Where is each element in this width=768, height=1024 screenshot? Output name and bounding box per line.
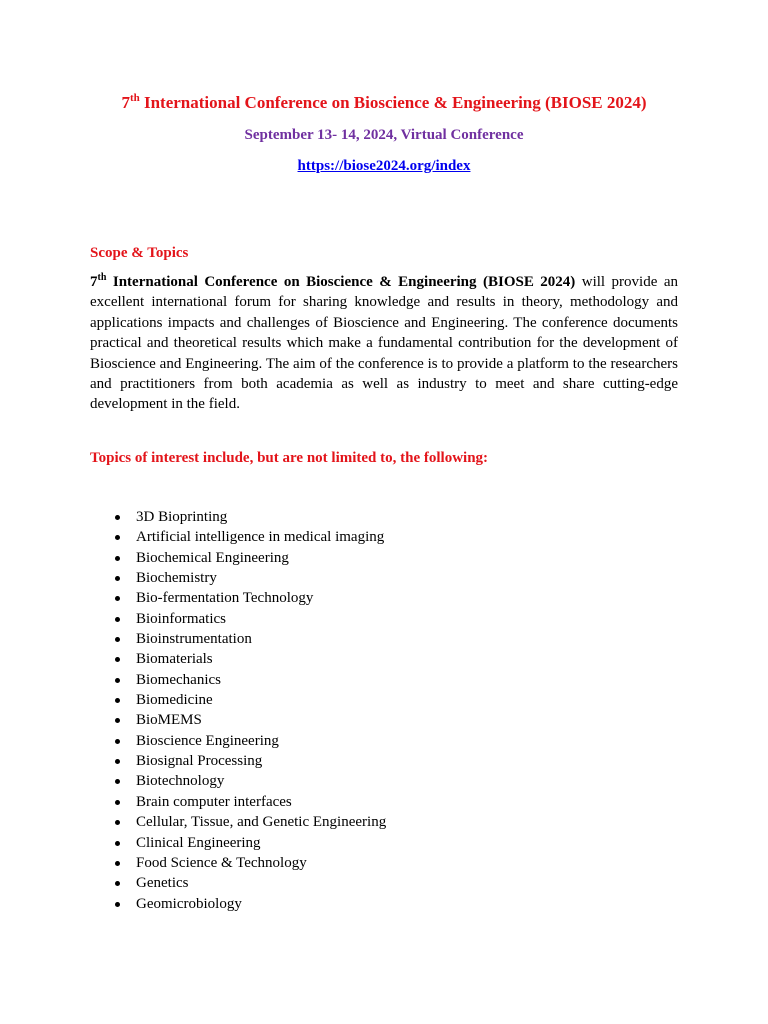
bullet-icon [115,881,120,886]
bullet-icon [115,637,120,642]
topic-list-item [112,670,386,690]
topic-label: Brain computer interfaces [136,793,292,810]
bullet-icon [115,861,120,866]
topic-list-item [112,649,386,669]
conference-website [0,156,768,176]
website-link[interactable]: https://biose2024.org/index [297,158,471,174]
bullet-icon [115,820,120,825]
topic-label: Bioscience Engineering [136,732,279,749]
topic-list-item [112,894,386,914]
scope-lead [90,274,575,290]
bullet-icon [115,535,120,540]
topic-list-item [112,853,386,873]
topic-label: Biotechnology [136,773,225,790]
topic-label: Bioinformatics [136,610,226,627]
topic-label: Biomedicine [136,692,213,709]
topic-label: Food Science & Technology [136,854,307,871]
topic-list-item [112,548,386,568]
conference-date-location: September 13- 14, 2024, Virtual Conference [244,127,524,143]
topic-list-item [112,873,386,893]
bullet-icon [115,556,120,561]
topic-label: Geomicrobiology [136,895,242,912]
bullet-icon [115,902,120,907]
bullet-icon [115,779,120,784]
title-ordinal: 7 [121,93,130,112]
topic-label: Bioinstrumentation [136,631,252,648]
bullet-icon [115,515,120,520]
scope-body-text: will provide an excellent international forum for sharing knowledge and results in theory, methodology and applications impacts and challenges of Bioscience and Engineering. The conference documents practical and theoretical results which make a fundamental contribution for the development of Bioscience and Engineering. The aim of the conference is to provide a platform to the researchers and practitioners from both academia as well as industry to meet and share cutting-edge development in the field. [90,274,678,413]
topic-list-item [112,507,386,527]
topic-list-item [112,751,386,771]
topic-label: Biochemistry [136,570,217,587]
scope-heading: Scope & Topics [90,245,189,261]
bullet-icon [115,576,120,581]
conference-title [0,92,768,114]
bullet-icon [115,596,120,601]
topic-list-item [112,833,386,853]
bullet-icon [115,841,120,846]
bullet-icon [115,698,120,703]
topic-list-item [112,588,386,608]
topic-list-item [112,568,386,588]
bullet-icon [115,759,120,764]
bullet-icon [115,617,120,622]
topic-label: Biosignal Processing [136,753,263,770]
topics-heading: Topics of interest include, but are not limited to, the following: [90,450,489,466]
topic-label: 3D Bioprinting [136,509,228,525]
topic-label: Genetics [136,875,189,892]
scope-lead-ordinal: 7 [90,274,98,290]
topic-label: Clinical Engineering [136,834,261,851]
topic-list-item [112,710,386,730]
topic-list-item [112,609,386,629]
topic-list-item [112,771,386,791]
topic-list-item [112,812,386,832]
scope-lead-text: International Conference on Bioscience & Engineering (BIOSE 2024) [106,274,576,290]
topic-label: BioMEMS [136,712,202,729]
topic-list-item [112,527,386,547]
topics-list [112,507,386,914]
bullet-icon [115,739,120,744]
topic-label: Biomaterials [136,651,213,668]
bullet-icon [115,678,120,683]
topic-label: Biomechanics [136,671,221,688]
topic-list-item [112,629,386,649]
bullet-icon [115,657,120,662]
topic-label: Cellular, Tissue, and Genetic Engineering [136,814,387,831]
bullet-icon [115,800,120,805]
topic-list-item [112,690,386,710]
topic-list-item [112,792,386,812]
topic-label: Biochemical Engineering [136,549,289,566]
topic-label: Bio-fermentation Technology [136,590,314,607]
scope-paragraph [90,272,678,415]
scope-lead-ordinal-suffix: th [97,272,107,283]
title-text: International Conference on Bioscience & Engineering (BIOSE 2024) [139,93,647,112]
topic-label: Artificial intelligence in medical imaging [136,529,385,546]
topic-list-item [112,731,386,751]
bullet-icon [115,718,120,723]
title-ordinal-suffix: th [129,92,140,104]
